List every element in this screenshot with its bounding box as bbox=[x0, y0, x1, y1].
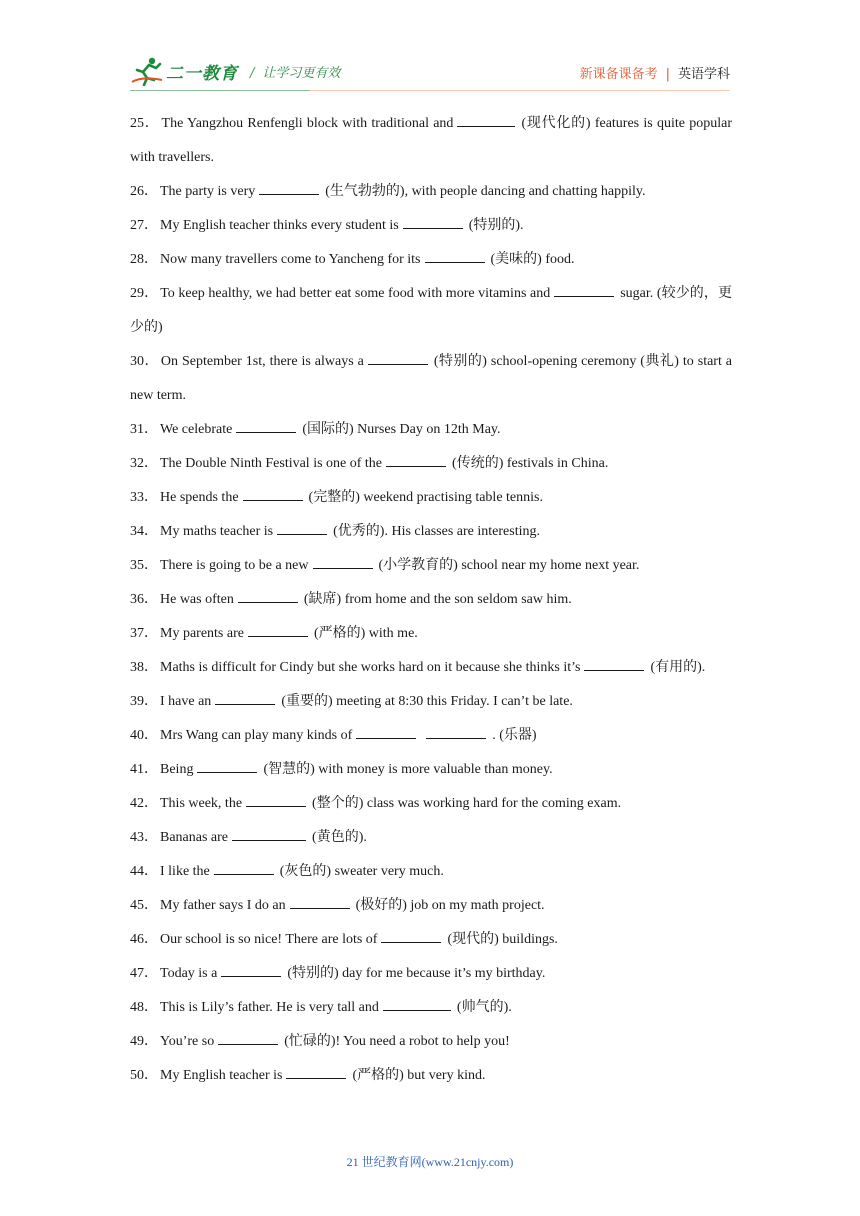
question-item bbox=[130, 549, 732, 583]
slogan: / 让学习更有效 bbox=[250, 66, 341, 81]
question-text: (美味的) food. bbox=[490, 252, 575, 267]
question-item bbox=[130, 855, 732, 889]
question-number: 49． bbox=[130, 1034, 158, 1049]
page-header bbox=[130, 54, 730, 90]
answer-blank[interactable] bbox=[238, 588, 298, 603]
answer-blank[interactable] bbox=[426, 724, 486, 739]
question-number: 43． bbox=[130, 830, 158, 845]
answer-blank[interactable] bbox=[236, 418, 296, 433]
answer-blank[interactable] bbox=[232, 826, 306, 841]
question-number: 42． bbox=[130, 796, 158, 811]
question-text: (优秀的). His classes are interesting. bbox=[333, 524, 540, 539]
question-item bbox=[130, 787, 732, 821]
question-item bbox=[130, 719, 732, 753]
question-number: 32． bbox=[130, 456, 158, 471]
question-text: He spends the bbox=[160, 490, 239, 505]
answer-blank[interactable] bbox=[381, 928, 441, 943]
question-number: 33． bbox=[130, 490, 158, 505]
question-text: (现代化的) features is quite popular with travellers. bbox=[130, 116, 733, 165]
question-text: Today is a bbox=[160, 966, 218, 981]
question-item bbox=[130, 447, 732, 481]
answer-blank[interactable] bbox=[248, 622, 308, 637]
question-item bbox=[130, 107, 732, 175]
question-text: This is Lily’s father. He is very tall and bbox=[160, 1000, 379, 1015]
question-number: 45． bbox=[130, 898, 158, 913]
question-text: He was often bbox=[160, 592, 234, 607]
question-text: Mrs Wang can play many kinds of bbox=[160, 728, 353, 743]
question-text: (有用的). bbox=[650, 660, 706, 675]
question-item bbox=[130, 957, 732, 991]
question-item bbox=[130, 583, 732, 617]
question-text: sugar. (较少的，更少的) bbox=[130, 286, 733, 335]
answer-blank[interactable] bbox=[368, 350, 428, 365]
header-separator: | bbox=[665, 67, 670, 82]
answer-blank[interactable] bbox=[356, 724, 416, 739]
question-text: (特别的). bbox=[468, 218, 524, 233]
question-number: 39． bbox=[130, 694, 158, 709]
question-number: 27． bbox=[130, 218, 158, 233]
answer-blank[interactable] bbox=[214, 860, 274, 875]
answer-blank[interactable] bbox=[584, 656, 644, 671]
question-text: Now many travellers come to Yancheng for its bbox=[160, 252, 421, 267]
question-text: (特别的) day for me because it’s my birthday. bbox=[287, 966, 546, 981]
question-item bbox=[130, 753, 732, 787]
question-text: (缺席) from home and the son seldom saw him. bbox=[303, 592, 572, 607]
answer-blank[interactable] bbox=[197, 758, 257, 773]
question-item bbox=[130, 413, 732, 447]
answer-blank[interactable] bbox=[554, 282, 614, 297]
question-number: 44． bbox=[130, 864, 158, 879]
question-text: (严格的) with me. bbox=[313, 626, 418, 641]
question-number: 47． bbox=[130, 966, 158, 981]
header-subject-label: 英语学科 bbox=[677, 67, 730, 82]
question-text: Bananas are bbox=[160, 830, 229, 845]
question-number: 41． bbox=[130, 762, 158, 777]
question-text: (帅气的). bbox=[456, 1000, 512, 1015]
question-text: Maths is difficult for Cindy but she works hard on it because she thinks it’s bbox=[160, 660, 581, 675]
question-text: There is going to be a new bbox=[160, 558, 309, 573]
question-text: (小学教育的) school near my home next year. bbox=[378, 558, 640, 573]
question-text: We celebrate bbox=[160, 422, 233, 437]
question-list bbox=[130, 107, 732, 1093]
question-text: Our school is so nice! There are lots of bbox=[160, 932, 378, 947]
slogan-text: 让学习更有效 bbox=[262, 66, 341, 81]
question-text: My English teacher is bbox=[160, 1068, 283, 1083]
answer-blank[interactable] bbox=[218, 1030, 278, 1045]
header-divider bbox=[130, 90, 730, 91]
question-text: (灰色的) sweater very much. bbox=[279, 864, 444, 879]
question-item bbox=[130, 685, 732, 719]
page-footer: 21 世纪教育网(www.21cnjy.com) bbox=[346, 1155, 514, 1169]
question-text: The Double Ninth Festival is one of the bbox=[160, 456, 383, 471]
question-item bbox=[130, 277, 732, 345]
answer-blank[interactable] bbox=[286, 1064, 346, 1079]
question-text: I like the bbox=[160, 864, 210, 879]
question-text: (传统的) festivals in China. bbox=[452, 456, 609, 471]
question-text: (整个的) class was working hard for the coming exam. bbox=[312, 796, 622, 811]
question-text: My English teacher thinks every student is bbox=[160, 218, 399, 233]
question-text: The Yangzhou Renfengli block with traditional and bbox=[161, 116, 454, 131]
question-number: 38． bbox=[130, 660, 158, 675]
question-item bbox=[130, 821, 732, 855]
question-number: 31． bbox=[130, 422, 158, 437]
question-text: . (乐器) bbox=[492, 728, 537, 743]
question-item bbox=[130, 1025, 732, 1059]
question-text: (现代的) buildings. bbox=[447, 932, 558, 947]
question-item bbox=[130, 991, 732, 1025]
question-number: 28． bbox=[130, 252, 158, 267]
question-number: 50． bbox=[130, 1068, 158, 1083]
question-text: The party is very bbox=[160, 184, 256, 199]
question-item bbox=[130, 481, 732, 515]
question-number: 40． bbox=[130, 728, 158, 743]
question-number: 35． bbox=[130, 558, 158, 573]
question-text: My maths teacher is bbox=[160, 524, 274, 539]
question-item bbox=[130, 345, 732, 413]
question-item bbox=[130, 515, 732, 549]
answer-blank[interactable] bbox=[386, 452, 446, 467]
runner-logo-icon bbox=[130, 56, 164, 86]
answer-blank[interactable] bbox=[221, 962, 281, 977]
answer-blank[interactable] bbox=[457, 112, 515, 127]
answer-blank[interactable] bbox=[215, 690, 275, 705]
question-number: 29． bbox=[130, 286, 159, 301]
header-course-label: 新课备课备考 bbox=[579, 67, 658, 82]
question-text: (极好的) job on my math project. bbox=[355, 898, 545, 913]
question-number: 37． bbox=[130, 626, 158, 641]
question-item bbox=[130, 1059, 732, 1093]
question-item bbox=[130, 651, 732, 685]
answer-blank[interactable] bbox=[425, 248, 485, 263]
question-item bbox=[130, 923, 732, 957]
question-number: 25． bbox=[130, 116, 160, 131]
header-subject bbox=[580, 63, 730, 82]
question-text: (生气勃勃的), with people dancing and chatting happily. bbox=[325, 184, 646, 199]
question-item bbox=[130, 209, 732, 243]
question-text: On September 1st, there is always a bbox=[160, 354, 364, 369]
question-item bbox=[130, 243, 732, 277]
question-text: (忙碌的)! You need a robot to help you! bbox=[284, 1034, 510, 1049]
answer-blank[interactable] bbox=[246, 792, 306, 807]
question-text: (国际的) Nurses Day on 12th May. bbox=[302, 422, 501, 437]
answer-blank[interactable] bbox=[403, 214, 463, 229]
question-text: My father says I do an bbox=[160, 898, 286, 913]
question-text: (黄色的). bbox=[312, 830, 367, 845]
question-text: (完整的) weekend practising table tennis. bbox=[308, 490, 543, 505]
answer-blank[interactable] bbox=[383, 996, 451, 1011]
question-number: 48． bbox=[130, 1000, 158, 1015]
question-text: To keep healthy, we had better eat some food with more vitamins and bbox=[160, 286, 551, 301]
question-number: 26． bbox=[130, 184, 158, 199]
answer-blank[interactable] bbox=[243, 486, 303, 501]
question-text: This week, the bbox=[160, 796, 243, 811]
answer-blank[interactable] bbox=[259, 180, 319, 195]
logo-text: 二一教育 bbox=[166, 63, 238, 84]
question-text: (特别的) school-opening ceremony (典礼) to start a new term. bbox=[130, 354, 733, 403]
answer-blank[interactable] bbox=[313, 554, 373, 569]
question-text: My parents are bbox=[160, 626, 244, 641]
logo bbox=[130, 56, 238, 86]
question-item bbox=[130, 889, 732, 923]
question-text: You’re so bbox=[160, 1034, 215, 1049]
answer-blank[interactable] bbox=[277, 520, 327, 535]
question-text: Being bbox=[160, 762, 194, 777]
question-item bbox=[130, 175, 732, 209]
question-number: 34． bbox=[130, 524, 158, 539]
question-item bbox=[130, 617, 732, 651]
question-number: 30． bbox=[130, 354, 159, 369]
question-text: (智慧的) with money is more valuable than money. bbox=[263, 762, 553, 777]
question-number: 36． bbox=[130, 592, 158, 607]
question-text: (重要的) meeting at 8:30 this Friday. I can’t be late. bbox=[281, 694, 573, 709]
question-number: 46． bbox=[130, 932, 158, 947]
question-text: I have an bbox=[160, 694, 212, 709]
question-text: (严格的) but very kind. bbox=[352, 1068, 486, 1083]
answer-blank[interactable] bbox=[290, 894, 350, 909]
